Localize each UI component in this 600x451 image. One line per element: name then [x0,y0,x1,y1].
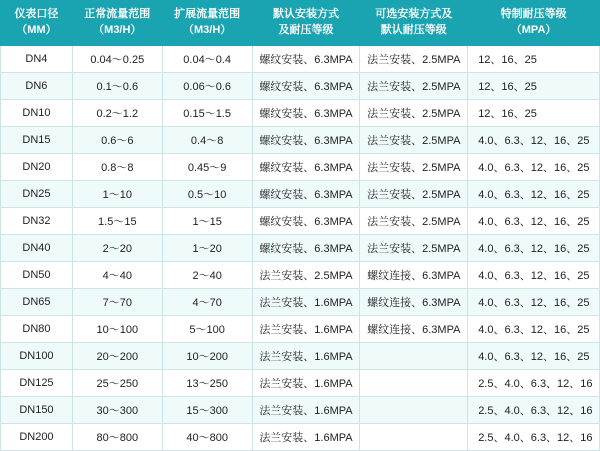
cell-diameter: DN150 [1,396,73,423]
table-cell: 法兰安装、2.5MPA [360,207,468,234]
header-row [1,1,600,46]
column-header-2 [162,1,252,46]
column-header-1 [72,1,162,46]
table-cell: 螺纹安装、6.3MPA [252,99,360,126]
table-row [1,288,600,315]
table-cell: 1.5～15 [72,207,162,234]
table-cell: 13～250 [162,369,252,396]
table-cell: 螺纹安装、6.3MPA [252,126,360,153]
column-header-4 [360,1,468,46]
cell-diameter: DN20 [1,153,73,180]
column-header-line2: （M3/H） [183,23,232,36]
table-cell: 法兰安装、2.5MPA [360,153,468,180]
table-cell: 0.8～8 [72,153,162,180]
table-row [1,315,600,342]
column-header-line2: （MM） [16,23,57,36]
table-cell: 2.5、4.0、6.3、12、16 [468,423,600,450]
table-cell: 30～300 [72,396,162,423]
table-cell: 法兰安装、1.6MPA [252,315,360,342]
table-cell: 法兰安装、2.5MPA [252,261,360,288]
cell-diameter: DN100 [1,342,73,369]
table-cell: 法兰安装、2.5MPA [360,99,468,126]
column-header-line2: （M3/H） [93,23,142,36]
column-header-line1: 默认安装方式 [272,8,339,20]
cell-diameter: DN200 [1,423,73,450]
table-row [1,261,600,288]
table-cell: 2.5、4.0、6.3、12、16 [468,369,600,396]
table-cell: 法兰安装、1.6MPA [252,288,360,315]
cell-diameter: DN32 [1,207,73,234]
column-header-3 [252,1,360,46]
table-row [1,45,600,72]
cell-diameter: DN6 [1,72,73,99]
table-cell: 螺纹安装、6.3MPA [252,45,360,72]
table-cell: 法兰安装、1.6MPA [252,369,360,396]
table-cell: 1～15 [162,207,252,234]
table-cell: 4～40 [72,261,162,288]
table-cell: 法兰安装、2.5MPA [360,126,468,153]
table-row [1,396,600,423]
table-cell [360,369,468,396]
table-cell: 螺纹安装、6.3MPA [252,180,360,207]
table-cell: 4.0、6.3、12、16、25 [468,342,600,369]
table-row [1,342,600,369]
table-row [1,72,600,99]
table-cell: 4.0、6.3、12、16、25 [468,126,600,153]
table-cell: 螺纹连接、6.3MPA [360,288,468,315]
table-cell: 2～20 [72,234,162,261]
table-cell: 25～250 [72,369,162,396]
column-header-line1: 仪表口径 [14,8,59,20]
column-header-line2: 默认耐压等级 [380,23,447,36]
table-cell: 12、16、25 [468,99,600,126]
cell-diameter: DN25 [1,180,73,207]
table-row [1,126,600,153]
cell-diameter: DN40 [1,234,73,261]
table-cell: 4.0、6.3、12、16、25 [468,234,600,261]
table-body [1,45,600,450]
table-cell: 0.15～1.5 [162,99,252,126]
cell-diameter: DN10 [1,99,73,126]
table-cell: 螺纹安装、6.3MPA [252,72,360,99]
table-cell: 螺纹安装、6.3MPA [252,153,360,180]
table-header [1,1,600,46]
table-row [1,207,600,234]
column-header-line2: （MPA） [510,23,557,36]
table-cell: 4.0、6.3、12、16、25 [468,207,600,234]
table-cell: 0.4～8 [162,126,252,153]
table-cell: 0.1～0.6 [72,72,162,99]
table-cell [360,342,468,369]
table-cell: 4.0、6.3、12、16、25 [468,288,600,315]
table-cell: 0.6～6 [72,126,162,153]
table-row [1,369,600,396]
cell-diameter: DN15 [1,126,73,153]
table-cell: 0.5～10 [162,180,252,207]
table-cell: 法兰安装、2.5MPA [360,234,468,261]
table-cell [360,396,468,423]
table-cell: 0.2～1.2 [72,99,162,126]
table-cell: 2～40 [162,261,252,288]
table-cell: 螺纹连接、6.3MPA [360,315,468,342]
table-cell: 2.5、4.0、6.3、12、16 [468,396,600,423]
table-cell: 4.0、6.3、12、16、25 [468,315,600,342]
table-row [1,180,600,207]
table-cell: 5～100 [162,315,252,342]
cell-diameter: DN4 [1,45,73,72]
table-row [1,423,600,450]
table-row [1,99,600,126]
table-cell: 法兰安装、1.6MPA [252,342,360,369]
cell-diameter: DN65 [1,288,73,315]
table-cell: 0.04～0.25 [72,45,162,72]
table-cell: 法兰安装、2.5MPA [360,45,468,72]
table-cell: 0.06～0.6 [162,72,252,99]
table-cell: 螺纹安装、6.3MPA [252,234,360,261]
table-cell: 12、16、25 [468,72,600,99]
table-cell: 4.0、6.3、12、16、25 [468,153,600,180]
table-row [1,153,600,180]
table-cell: 4.0、6.3、12、16、25 [468,180,600,207]
table-cell: 20～200 [72,342,162,369]
cell-diameter: DN125 [1,369,73,396]
column-header-0 [1,1,73,46]
table-cell: 15～300 [162,396,252,423]
table-cell: 10～100 [72,315,162,342]
table-cell: 4～70 [162,288,252,315]
table-row [1,234,600,261]
table-cell: 0.45～9 [162,153,252,180]
table-cell: 螺纹连接、6.3MPA [360,261,468,288]
cell-diameter: DN80 [1,315,73,342]
column-header-5 [468,1,600,46]
table-cell: 12、16、25 [468,45,600,72]
table-cell: 7～70 [72,288,162,315]
column-header-line1: 正常流量范围 [84,8,151,20]
table-cell: 1～10 [72,180,162,207]
table-cell: 10～200 [162,342,252,369]
table-cell: 法兰安装、2.5MPA [360,72,468,99]
table-cell: 80～800 [72,423,162,450]
table-cell: 法兰安装、1.6MPA [252,396,360,423]
table-cell: 螺纹安装、6.3MPA [252,207,360,234]
table-cell: 法兰安装、1.6MPA [252,423,360,450]
table-cell: 法兰安装、2.5MPA [360,180,468,207]
table-cell: 4.0、6.3、12、16、25 [468,261,600,288]
table-cell: 1～20 [162,234,252,261]
column-header-line1: 扩展流量范围 [174,8,241,20]
column-header-line1: 可选安装方式及 [375,8,453,20]
column-header-line1: 特制耐压等级 [500,8,567,20]
table-cell: 0.04～0.4 [162,45,252,72]
table-cell [360,423,468,450]
table-cell: 40～800 [162,423,252,450]
cell-diameter: DN50 [1,261,73,288]
column-header-line2: 及耐压等级 [278,23,334,36]
